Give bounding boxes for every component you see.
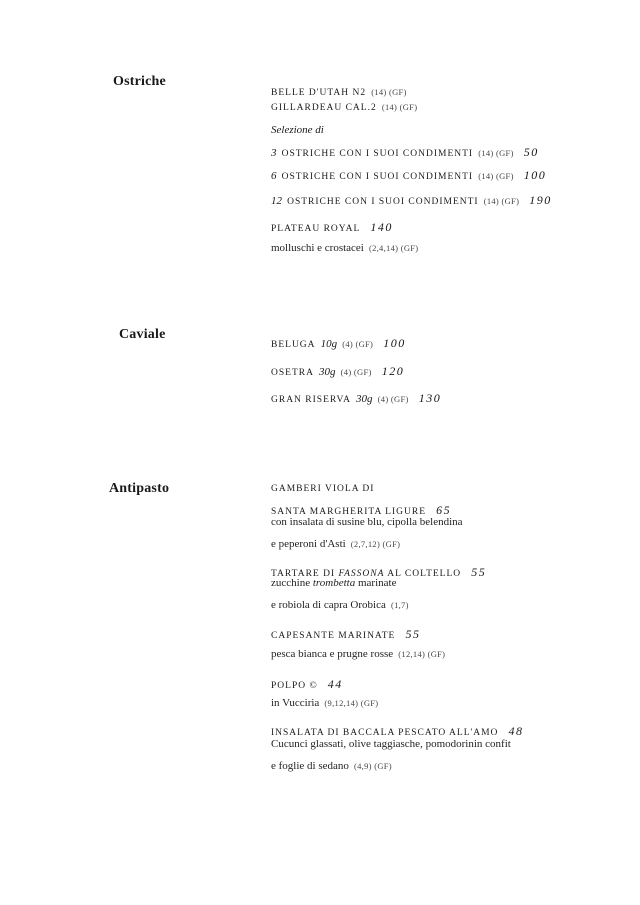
desc-part-italic: trombetta — [312, 577, 356, 589]
menu-item-capesante — [271, 623, 420, 642]
name-part-b: AL COLTELLO — [387, 569, 462, 579]
item-codes: (14) (GF) — [371, 87, 407, 97]
item-price: 140 — [370, 220, 393, 234]
insalata-desc-2 — [271, 754, 392, 773]
menu-item-polpo — [271, 673, 343, 692]
item-price: 100 — [523, 168, 547, 182]
tartare-desc-2 — [271, 593, 409, 612]
item-desc: e foglie di sedano — [271, 760, 349, 772]
item-price: 44 — [327, 677, 343, 691]
section-title-antipasto: Antipasto — [109, 481, 170, 496]
item-price: 120 — [381, 364, 405, 378]
item-desc: in Vucciria — [271, 697, 320, 709]
item-codes: (2,4,14) (GF) — [368, 243, 419, 253]
item-name: OSTRICHE CON I SUOI CONDIMENTI — [281, 149, 474, 159]
item-name: BELUGA — [271, 340, 316, 350]
item-price: 50 — [523, 145, 539, 159]
item-price: 190 — [529, 193, 552, 207]
item-price: 48 — [508, 724, 524, 738]
item-name: CAPESANTE MARINATE — [271, 631, 396, 641]
section-title-caviale: Caviale — [119, 327, 166, 342]
item-qty: 3 — [271, 147, 277, 159]
menu-item-gran-riserva — [271, 387, 441, 406]
item-price: 55 — [471, 565, 487, 579]
menu-item-beluga — [271, 332, 406, 351]
item-weight: 10g — [320, 338, 338, 350]
item-price: 130 — [418, 391, 442, 405]
selezione-label: Selezione di — [271, 124, 324, 136]
item-name: GRAN RISERVA — [271, 395, 351, 405]
plateau-desc — [271, 236, 418, 255]
menu-item-plateau — [271, 216, 393, 235]
item-codes: (2,7,12) (GF) — [350, 539, 401, 549]
name-part-a: TARTARE DI — [271, 569, 336, 579]
item-codes: (14) (GF) — [381, 102, 418, 112]
desc-part-b: marinate — [357, 577, 397, 589]
item-codes: (12,14) (GF) — [398, 649, 446, 659]
item-name: PLATEAU ROYAL — [271, 224, 361, 234]
item-weight: 30g — [356, 393, 373, 405]
item-name: OSETRA — [271, 368, 314, 378]
item-name: OSTRICHE CON I SUOI CONDIMENTI — [287, 197, 479, 207]
item-desc: pesca bianca e prugne rosse — [271, 648, 394, 660]
item-codes: (4) (GF) — [342, 339, 374, 349]
item-name: GILLARDEAU CAL.2 — [271, 103, 377, 113]
item-qty: 6 — [271, 170, 277, 182]
polpo-desc — [271, 691, 378, 710]
item-name: BELLE D'UTAH N2 — [271, 88, 367, 98]
menu-item-insalata — [271, 720, 523, 739]
menu-item-ostriche-3 — [271, 141, 539, 160]
item-codes: (14) (GF) — [478, 171, 514, 181]
menu-item-gillardeau — [271, 95, 417, 114]
capesante-desc — [271, 642, 445, 661]
name-part-italic: FASSONA — [338, 569, 385, 579]
item-codes: (14) (GF) — [478, 148, 514, 158]
item-weight: 30g — [319, 366, 336, 378]
item-qty: 12 — [271, 195, 282, 207]
gamberi-name-1: GAMBERI VIOLA DI — [271, 484, 375, 494]
item-codes: (4,9) (GF) — [354, 761, 392, 771]
item-name: OSTRICHE CON I SUOI CONDIMENTI — [281, 172, 474, 182]
menu-item-ostriche-6 — [271, 164, 546, 183]
item-desc: e robiola di capra Orobica — [271, 599, 386, 611]
gamberi-desc-1: con insalata di susine blu, cipolla belendina — [271, 516, 463, 528]
item-codes: (4) (GF) — [340, 367, 372, 377]
item-name: POLPO © — [271, 681, 318, 691]
item-codes: (14) (GF) — [483, 196, 520, 206]
item-name: SANTA MARGHERITA LIGURE — [271, 507, 427, 517]
menu-item-ostriche-12 — [271, 189, 552, 208]
tartare-desc-1 — [271, 577, 396, 589]
item-codes: (1,7) — [390, 600, 409, 610]
item-codes: (9,12,14) (GF) — [324, 698, 379, 708]
item-price: 100 — [383, 336, 406, 350]
item-price: 55 — [405, 627, 421, 641]
item-desc: molluschi e crostacei — [271, 242, 364, 254]
desc-part-a: zucchine — [271, 577, 311, 589]
menu-item-osetra — [271, 360, 404, 379]
insalata-desc-1: Cucunci glassati, olive taggiasche, pomodorinin confit — [271, 738, 511, 750]
item-price: 65 — [436, 503, 452, 517]
item-codes: (4) (GF) — [377, 394, 409, 404]
gamberi-desc-2 — [271, 532, 400, 551]
item-desc: e peperoni d'Asti — [271, 538, 346, 550]
section-title-ostriche: Ostriche — [113, 74, 166, 89]
item-name: INSALATA DI BACCALA PESCATO ALL'AMO — [271, 728, 499, 738]
